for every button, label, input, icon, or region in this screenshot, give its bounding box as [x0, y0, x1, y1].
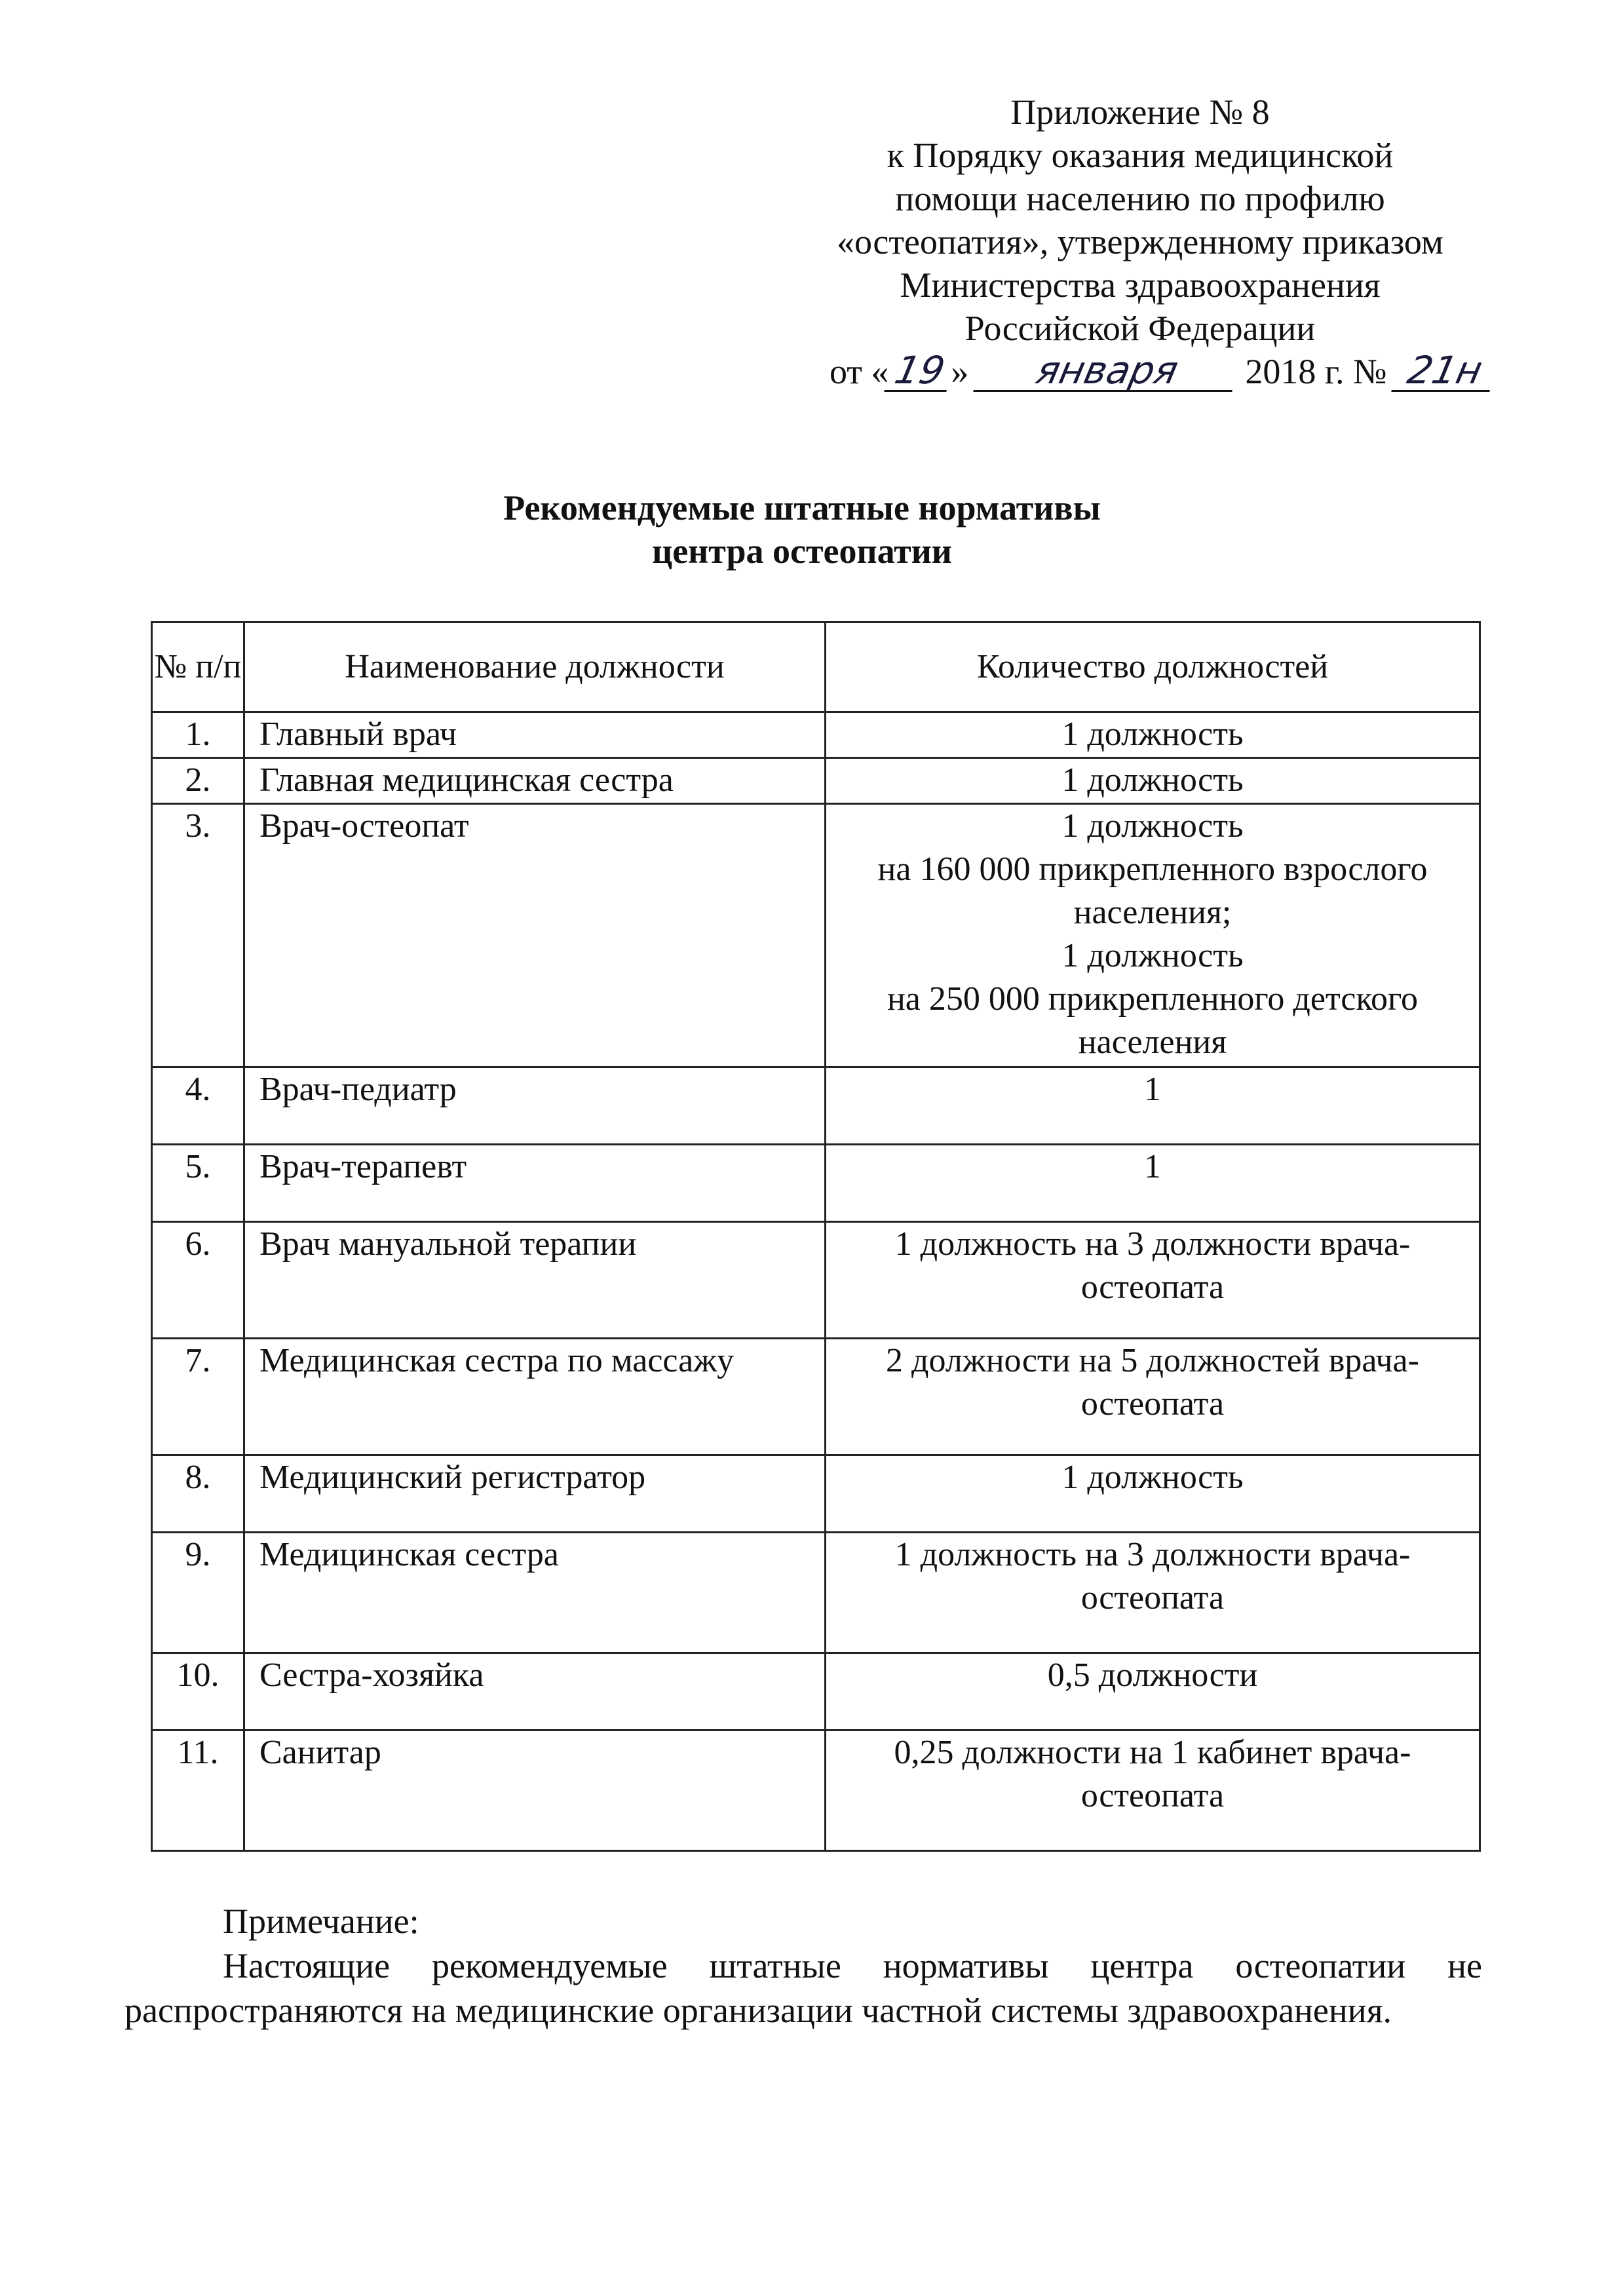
table-row [152, 1533, 1480, 1653]
table-row [152, 758, 1480, 804]
row-position [244, 1731, 826, 1851]
row-position [244, 712, 826, 758]
row-count [826, 1533, 1480, 1653]
count-line: 1 должность [1061, 761, 1244, 799]
count-line: 1 должность на 3 должности врача- [894, 1225, 1411, 1263]
count-line: 1 должность [1061, 716, 1244, 753]
header-line: Министерства здравоохранения [900, 265, 1381, 305]
header-line: помощи населению по профилю [895, 179, 1385, 218]
position-text: Главная медицинская сестра [259, 761, 674, 799]
date-separator: » [951, 352, 969, 391]
appendix-header [773, 90, 1507, 393]
row-num: 3. [152, 804, 244, 1067]
header-num: № п/п [152, 622, 244, 712]
count-line: 1 [1144, 1148, 1161, 1185]
row-position [244, 1455, 826, 1533]
header-line: «остеопатия», утвержденному приказом [837, 222, 1443, 261]
table-row [152, 1145, 1480, 1222]
table-row [152, 1653, 1480, 1731]
table-row [152, 1455, 1480, 1533]
count-line: населения; [1073, 894, 1232, 931]
title-line-1: Рекомендуемые штатные нормативы [503, 488, 1101, 527]
position-text: Врач-педиатр [259, 1071, 457, 1108]
table-header-row [152, 622, 1480, 712]
date-year: 2018 г. № [1245, 352, 1387, 391]
table-row [152, 1731, 1480, 1851]
count-line: 2 должности на 5 должностей врача- [886, 1342, 1419, 1379]
row-position [244, 1653, 826, 1731]
row-count [826, 1145, 1480, 1222]
note-section [124, 1899, 1482, 2033]
row-count [826, 1653, 1480, 1731]
count-line: 1 должность на 3 должности врача- [894, 1536, 1411, 1573]
staff-norms-table [151, 621, 1481, 1852]
row-count [826, 1339, 1480, 1455]
row-count [826, 1222, 1480, 1339]
table-row [152, 712, 1480, 758]
row-position [244, 1067, 826, 1145]
position-text: Медицинская сестра по массажу [259, 1342, 735, 1379]
row-num: 11. [152, 1731, 244, 1851]
row-count [826, 804, 1480, 1067]
row-position [244, 804, 826, 1067]
count-line: 1 должность [1061, 1459, 1244, 1496]
row-count [826, 1067, 1480, 1145]
order-date-line [773, 350, 1494, 393]
count-line: остеопата [1080, 1777, 1225, 1814]
count-line: 1 должность [1061, 937, 1244, 974]
count-line: населения [1078, 1024, 1227, 1061]
row-num: 4. [152, 1067, 244, 1145]
table-row [152, 1339, 1480, 1455]
position-text: Врач-остеопат [259, 807, 469, 845]
row-position [244, 1145, 826, 1222]
row-count [826, 1731, 1480, 1851]
row-position [244, 1533, 826, 1653]
row-num: 5. [152, 1145, 244, 1222]
date-prefix: от « [830, 352, 889, 391]
row-num: 6. [152, 1222, 244, 1339]
row-position [244, 758, 826, 804]
header-count: Количество должностей [826, 622, 1480, 712]
note-text: Настоящие рекомендуемые штатные нормативы центра остеопатии не распространяются на медицинские организации частной системы здравоохранения. [124, 1946, 1482, 2030]
title-line-2: центра остеопатии [652, 531, 952, 571]
row-count [826, 1455, 1480, 1533]
header-line: Приложение № 8 [1010, 92, 1270, 132]
row-position [244, 1222, 826, 1339]
header-line: к Порядку оказания медицинской [887, 136, 1394, 175]
count-line: остеопата [1080, 1269, 1225, 1306]
row-count [826, 712, 1480, 758]
position-text: Медицинский регистратор [259, 1459, 646, 1496]
table-row [152, 1067, 1480, 1145]
note-label: Примечание: [223, 1902, 419, 1941]
count-line: остеопата [1080, 1385, 1225, 1423]
header-position: Наименование должности [244, 622, 826, 712]
handwritten-month: января [973, 351, 1240, 392]
handwritten-order-number: 21н [1391, 351, 1498, 392]
document-title [0, 486, 1604, 573]
row-num: 7. [152, 1339, 244, 1455]
count-line: на 250 000 прикрепленного детского [887, 980, 1419, 1018]
count-line: 1 должность [1061, 807, 1244, 845]
position-text: Врач мануальной терапии [259, 1225, 637, 1263]
row-num: 1. [152, 712, 244, 758]
row-num: 8. [152, 1455, 244, 1533]
row-position [244, 1339, 826, 1455]
table-row [152, 1222, 1480, 1339]
count-line: 0,25 должности на 1 кабинет врача- [894, 1734, 1411, 1771]
count-line: 0,5 должности [1047, 1656, 1258, 1694]
header-line: Российской Федерации [964, 309, 1316, 348]
count-line: остеопата [1080, 1579, 1225, 1617]
row-count [826, 758, 1480, 804]
row-num: 10. [152, 1653, 244, 1731]
count-line: на 160 000 прикрепленного взрослого [877, 851, 1428, 888]
position-text: Санитар [259, 1734, 381, 1771]
position-text: Главный врач [259, 716, 457, 753]
row-num: 9. [152, 1533, 244, 1653]
position-text: Врач-терапевт [259, 1148, 467, 1185]
handwritten-day: 19 [885, 351, 955, 392]
count-line: 1 [1144, 1071, 1161, 1108]
position-text: Сестра-хозяйка [259, 1656, 484, 1694]
row-num: 2. [152, 758, 244, 804]
table-row [152, 804, 1480, 1067]
position-text: Медицинская сестра [259, 1536, 559, 1573]
